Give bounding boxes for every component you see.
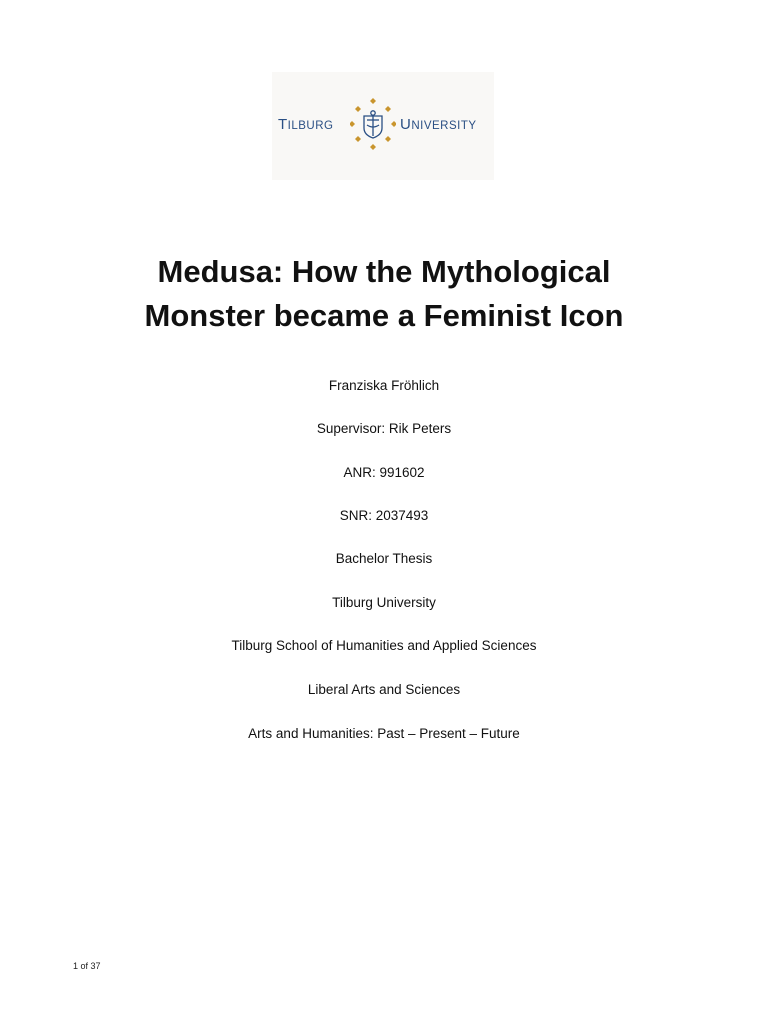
track-name: Arts and Humanities: Past – Present – Future: [248, 726, 520, 741]
author-name: Franziska Fröhlich: [328, 378, 440, 393]
anr-line: ANR: 991602: [343, 465, 425, 480]
university-emblem-icon: [350, 98, 396, 150]
university-name: Tilburg University: [332, 595, 436, 610]
program-name: Liberal Arts and Sciences: [307, 682, 461, 697]
university-logo: [272, 72, 494, 180]
snr-line: SNR: 2037493: [339, 508, 429, 523]
thesis-title: [0, 250, 768, 338]
logo-text-tilburg: TILBURG: [278, 116, 334, 133]
logo-text-university: UNIVERSITY: [400, 116, 477, 133]
thesis-title-line-1: Medusa: How the Mythological: [157, 254, 611, 289]
document-type: Bachelor Thesis: [335, 551, 433, 566]
thesis-title-line-2: Monster became a Feminist Icon: [144, 298, 624, 333]
school-name: Tilburg School of Humanities and Applied Sciences: [231, 638, 537, 653]
page-number: 1 of 37: [73, 961, 101, 971]
supervisor-line: Supervisor: Rik Peters: [316, 421, 452, 436]
